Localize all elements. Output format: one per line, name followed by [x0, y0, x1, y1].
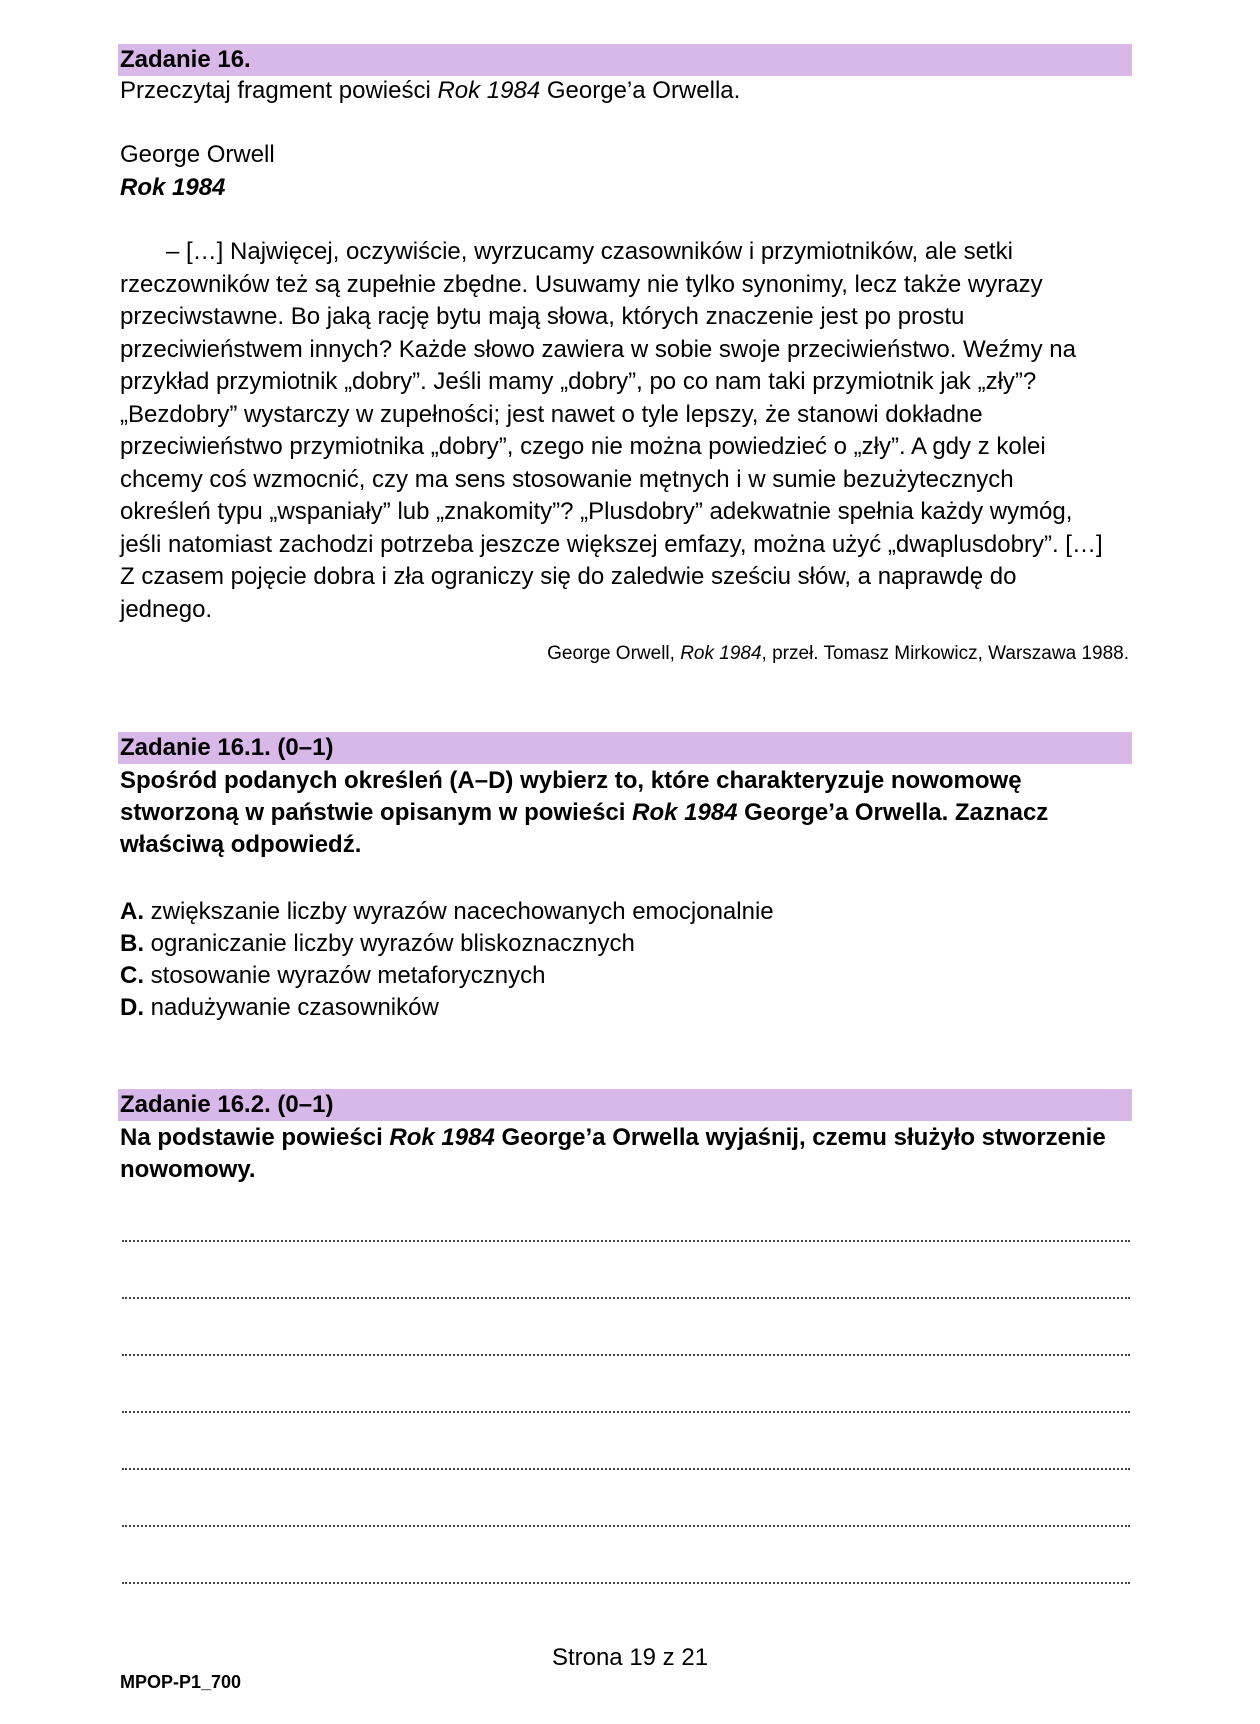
- task-16-2-question: Na podstawie powieści Rok 1984 George’a Orwella wyjaśnij, czemu służyło stworzenie nowomowy.: [120, 1124, 1106, 1183]
- passage-line: rzeczowników też są zupełnie zbędne. Usuwamy nie tylko synonimy, lecz także wyrazy: [120, 270, 1043, 298]
- passage-source: George Orwell, Rok 1984, przeł. Tomasz Mirkowicz, Warszawa 1988.: [547, 643, 1129, 664]
- page-number: Strona 19 z 21: [551, 1644, 709, 1671]
- passage-line: chcemy coś wzmocnić, czy ma sens stosowanie mętnych i w sumie bezużytecznych: [120, 465, 1014, 493]
- exam-code: MPOP-P1_700: [120, 1672, 242, 1692]
- answer-line[interactable]: [122, 1525, 1130, 1527]
- passage-author: George Orwell: [120, 141, 275, 168]
- intro-book-title: Rok 1984: [437, 77, 541, 104]
- passage-line: jednego.: [120, 595, 213, 623]
- passage-book-title: Rok 1984: [120, 174, 226, 201]
- answer-line[interactable]: [122, 1582, 1130, 1584]
- answer-line[interactable]: [122, 1297, 1130, 1299]
- task-16-2-header: Zadanie 16.2. (0–1): [118, 1089, 1132, 1121]
- answer-options: [120, 896, 774, 1024]
- option-d[interactable]: D. nadużywanie czasowników: [120, 994, 439, 1021]
- answer-line[interactable]: [122, 1354, 1130, 1356]
- option-c[interactable]: C. stosowanie wyrazów metaforycznych: [120, 962, 546, 989]
- task-16-intro: Przeczytaj fragment powieści Rok 1984 George’a Orwella.: [120, 77, 741, 104]
- passage-line: przykład przymiotnik „dobry”. Jeśli mamy „dobry”, po co nam taki przymiotnik jak „zły”?: [120, 368, 1037, 395]
- task-16-1-question: Spośród podanych określeń (A–D) wybierz to, które charakteryzuje nowomowę stworzoną w państwie opisanym w powieści Rok 1984 George’a Orwella. Zaznacz właściwą odpowiedź.: [120, 767, 1049, 858]
- passage-text: [120, 236, 1132, 626]
- answer-line[interactable]: [122, 1468, 1130, 1470]
- passage-line: przeciwieństwo przymiotnika „dobry”, czego nie można powiedzieć o „zły”. A gdy z kolei: [120, 433, 1046, 460]
- passage-line: przeciwstawne. Bo jaką rację bytu mają słowa, których znaczenie jest po prostu: [120, 303, 965, 330]
- task-16-header: Zadanie 16.: [118, 44, 1132, 76]
- passage-line: „Bezdobry” wystarczy w zupełności; jest nawet o tyle lepszy, że stanowi dokładne: [120, 400, 983, 428]
- passage-line: Z czasem pojęcie dobra i zła ograniczy się do zaledwie sześciu słów, a naprawdę do: [120, 563, 1017, 590]
- answer-line[interactable]: [122, 1240, 1130, 1242]
- task-16-1-header: Zadanie 16.1. (0–1): [118, 732, 1132, 764]
- passage-line: przeciwieństwem innych? Każde słowo zawiera w sobie swoje przeciwieństwo. Weźmy na: [120, 335, 1076, 363]
- option-b[interactable]: B. ograniczanie liczby wyrazów bliskoznacznych: [120, 930, 635, 957]
- option-a[interactable]: A. zwiększanie liczby wyrazów nacechowanych emocjonalnie: [120, 898, 774, 925]
- passage-line: określeń typu „wspaniały” lub „znakomity”? „Plusdobry” adekwatnie spełnia każdy wymóg,: [120, 498, 1073, 525]
- passage-line: – […] Najwięcej, oczywiście, wyrzucamy czasowników i przymiotników, ale setki: [166, 238, 1013, 265]
- answer-line[interactable]: [122, 1411, 1130, 1413]
- passage-line: jeśli natomiast zachodzi potrzeba jeszcze większej emfazy, można użyć „dwaplusdobry”. […]: [120, 530, 1103, 558]
